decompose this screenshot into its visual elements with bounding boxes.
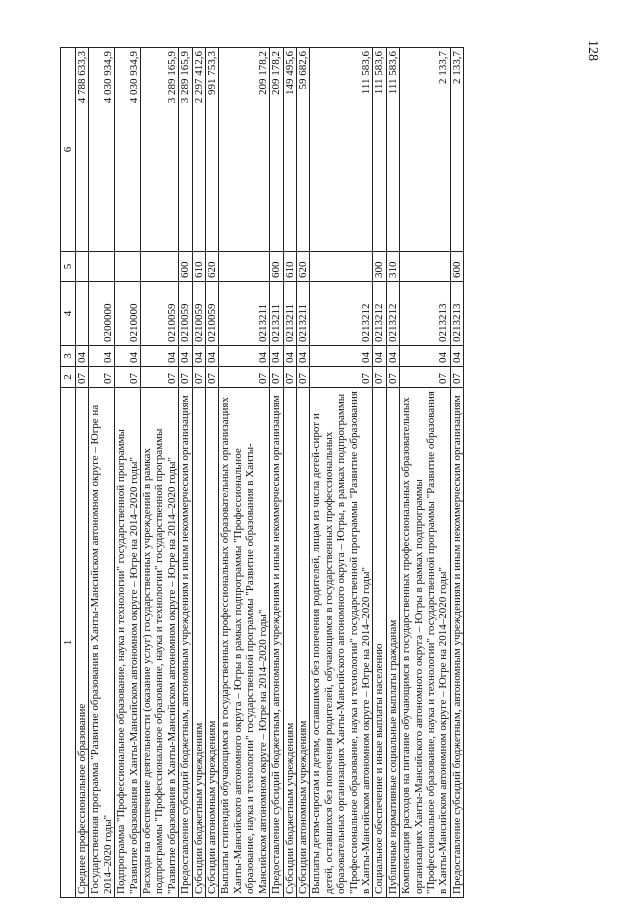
table-row bbox=[192, 48, 205, 898]
row-name-cell: Выплаты стипендий обучающимся в государственных профессиональных образовательных организациях Ханты-Мансийского автономного округа – Югры в рамках подпрограммы "Профессиональное образование, наука и технологии" государственной программы "Развитие образования в Ханты-Мансийском автономном округе – Югре на 2014–2020 годы" bbox=[219, 388, 270, 898]
row-subsection-cell: 04 bbox=[450, 346, 463, 367]
row-expense-type-cell: 620 bbox=[206, 252, 219, 282]
row-expense-type-cell: 600 bbox=[179, 252, 192, 282]
row-expense-type-cell: 610 bbox=[283, 252, 296, 282]
row-section-cell: 07 bbox=[283, 367, 296, 388]
row-subsection-cell: 04 bbox=[179, 346, 192, 367]
row-name-cell: Предоставление субсидий бюджетным, автономным учреждениям и иным некоммерческим организациям bbox=[450, 388, 463, 898]
row-subsection-cell: 04 bbox=[270, 346, 283, 367]
row-amount-cell: 149 495,6 bbox=[283, 48, 296, 252]
header-cell-target-article: 4 bbox=[61, 282, 76, 346]
row-amount-cell: 4 788 633,3 bbox=[76, 48, 89, 252]
row-section-cell: 07 bbox=[179, 367, 192, 388]
row-name-cell: Расходы на обеспечение деятельности (оказание услуг) государственных учреждений в рамках подпрограммы "Профессиональное образование, наука и технологии" государственной программы "Развитие образования в Ханты-Мансийском автономном округе – Югре на 2014–2020 годы" bbox=[141, 388, 179, 898]
row-amount-cell: 3 289 165,9 bbox=[141, 48, 179, 252]
table-row bbox=[179, 48, 192, 898]
row-expense-type-cell bbox=[89, 252, 115, 282]
row-subsection-cell: 04 bbox=[373, 346, 386, 367]
row-target-article-cell: 0200000 bbox=[89, 282, 115, 346]
row-subsection-cell: 04 bbox=[141, 346, 179, 367]
row-amount-cell: 111 583,6 bbox=[373, 48, 386, 252]
row-name-cell: Среднее профессиональное образование bbox=[76, 388, 89, 898]
row-target-article-cell: 0210000 bbox=[115, 282, 141, 346]
row-amount-cell: 4 030 934,9 bbox=[89, 48, 115, 252]
row-target-article-cell bbox=[76, 282, 89, 346]
row-amount-cell: 3 289 165,9 bbox=[179, 48, 192, 252]
row-section-cell: 07 bbox=[270, 367, 283, 388]
table-row bbox=[400, 48, 451, 898]
row-subsection-cell: 04 bbox=[310, 346, 373, 367]
row-amount-cell: 209 178,2 bbox=[270, 48, 283, 252]
row-section-cell: 07 bbox=[400, 367, 451, 388]
row-name-cell: Компенсация расходов на питание обучающимся в государственных профессиональных образовательных организациях Ханты-Мансийского автономного округа – Югры в рамках подпрограммы "Профессиональное образование, наука и технологии" государственной программы "Развитие образования в Ханты-Мансийском автономном округе – Югре на 2014–2020 годы" bbox=[400, 388, 451, 898]
table-row bbox=[141, 48, 179, 898]
row-expense-type-cell bbox=[141, 252, 179, 282]
row-target-article-cell: 0213212 bbox=[386, 282, 399, 346]
row-amount-cell: 111 583,6 bbox=[386, 48, 399, 252]
row-name-cell: Субсидии бюджетным учреждениям bbox=[283, 388, 296, 898]
table-row bbox=[76, 48, 89, 898]
row-section-cell: 07 bbox=[450, 367, 463, 388]
header-cell-name: 1 bbox=[61, 388, 76, 898]
table-row bbox=[386, 48, 399, 898]
table-row bbox=[283, 48, 296, 898]
row-expense-type-cell bbox=[76, 252, 89, 282]
row-section-cell: 07 bbox=[89, 367, 115, 388]
row-expense-type-cell: 310 bbox=[386, 252, 399, 282]
table-row bbox=[373, 48, 386, 898]
row-section-cell: 07 bbox=[76, 367, 89, 388]
row-target-article-cell: 0213212 bbox=[310, 282, 373, 346]
row-name-cell: Подпрограмма "Профессиональное образование, наука и технологии" государственной программы "Развитие образования в Ханты-Мансийском автономном округе – Югре на 2014–2020 годы" bbox=[115, 388, 141, 898]
row-expense-type-cell: 600 bbox=[450, 252, 463, 282]
row-target-article-cell: 0210059 bbox=[179, 282, 192, 346]
row-amount-cell: 111 583,6 bbox=[310, 48, 373, 252]
header-cell-amount: 6 bbox=[61, 48, 76, 252]
row-subsection-cell: 04 bbox=[115, 346, 141, 367]
row-subsection-cell: 04 bbox=[400, 346, 451, 367]
row-target-article-cell: 0213211 bbox=[219, 282, 270, 346]
table-header-row bbox=[61, 48, 76, 898]
table-row bbox=[296, 48, 309, 898]
row-target-article-cell: 0210059 bbox=[141, 282, 179, 346]
row-name-cell: Публичные нормативные социальные выплаты гражданам bbox=[386, 388, 399, 898]
table-row bbox=[206, 48, 219, 898]
page-number: 128 bbox=[585, 40, 600, 61]
row-target-article-cell: 0213211 bbox=[296, 282, 309, 346]
row-name-cell: Социальное обеспечение и иные выплаты населению bbox=[373, 388, 386, 898]
table-row bbox=[219, 48, 270, 898]
row-amount-cell: 991 753,3 bbox=[206, 48, 219, 252]
row-expense-type-cell bbox=[219, 252, 270, 282]
row-section-cell: 07 bbox=[219, 367, 270, 388]
header-cell-subsection: 3 bbox=[61, 346, 76, 367]
row-amount-cell: 4 030 934,9 bbox=[115, 48, 141, 252]
row-target-article-cell: 0213212 bbox=[373, 282, 386, 346]
row-section-cell: 07 bbox=[386, 367, 399, 388]
header-cell-section: 2 bbox=[61, 367, 76, 388]
row-subsection-cell: 04 bbox=[386, 346, 399, 367]
row-expense-type-cell: 300 bbox=[373, 252, 386, 282]
table-row bbox=[115, 48, 141, 898]
row-target-article-cell: 0213211 bbox=[283, 282, 296, 346]
row-section-cell: 07 bbox=[373, 367, 386, 388]
row-name-cell: Выплаты детям-сиротам и детям, оставшимся без попечения родителей, лицам из числа детей-сирот и детей, оставшихся без попечения родителей, обучающимся в государственных профессиональных образовательных организациях Ханты-Мансийского автономного округа – Югры, в рамках подпрограммы "Профессиональное образование, наука и технологии" государственной программы "Развитие образования в Ханты-Мансийском автономном округе – Югре на 2014–2020 годы" bbox=[310, 388, 373, 898]
row-target-article-cell: 0213213 bbox=[400, 282, 451, 346]
row-subsection-cell: 04 bbox=[206, 346, 219, 367]
row-amount-cell: 2 133,7 bbox=[450, 48, 463, 252]
row-expense-type-cell: 620 bbox=[296, 252, 309, 282]
row-amount-cell: 59 682,6 bbox=[296, 48, 309, 252]
row-section-cell: 07 bbox=[115, 367, 141, 388]
budget-table bbox=[60, 47, 464, 898]
row-target-article-cell: 0213211 bbox=[270, 282, 283, 346]
row-name-cell: Субсидии автономным учреждениям bbox=[296, 388, 309, 898]
header-cell-expense-type: 5 bbox=[61, 252, 76, 282]
row-expense-type-cell bbox=[115, 252, 141, 282]
budget-table-body bbox=[61, 48, 464, 898]
row-subsection-cell: 04 bbox=[89, 346, 115, 367]
row-name-cell: Субсидии бюджетным учреждениям bbox=[192, 388, 205, 898]
rotated-page-content bbox=[60, 48, 580, 898]
row-amount-cell: 2 133,7 bbox=[400, 48, 451, 252]
table-row bbox=[270, 48, 283, 898]
row-target-article-cell: 0210059 bbox=[192, 282, 205, 346]
row-name-cell: Предоставление субсидий бюджетным, автономным учреждениям и иным некоммерческим организациям bbox=[270, 388, 283, 898]
row-name-cell: Государственная программа "Развитие образования в Ханты-Мансийском автономном округе – Югре на 2014–2020 годы" bbox=[89, 388, 115, 898]
row-section-cell: 07 bbox=[192, 367, 205, 388]
row-section-cell: 07 bbox=[296, 367, 309, 388]
row-expense-type-cell: 610 bbox=[192, 252, 205, 282]
row-subsection-cell: 04 bbox=[283, 346, 296, 367]
table-row bbox=[450, 48, 463, 898]
row-name-cell: Предоставление субсидий бюджетным, автономным учреждениям и иным некоммерческим организациям bbox=[179, 388, 192, 898]
row-expense-type-cell: 600 bbox=[270, 252, 283, 282]
row-section-cell: 07 bbox=[141, 367, 179, 388]
row-name-cell: Субсидии автономным учреждениям bbox=[206, 388, 219, 898]
row-section-cell: 07 bbox=[206, 367, 219, 388]
row-subsection-cell: 04 bbox=[76, 346, 89, 367]
row-section-cell: 07 bbox=[310, 367, 373, 388]
row-expense-type-cell bbox=[310, 252, 373, 282]
row-subsection-cell: 04 bbox=[296, 346, 309, 367]
table-row bbox=[310, 48, 373, 898]
row-target-article-cell: 0210059 bbox=[206, 282, 219, 346]
row-subsection-cell: 04 bbox=[219, 346, 270, 367]
row-target-article-cell: 0213213 bbox=[450, 282, 463, 346]
row-amount-cell: 209 178,2 bbox=[219, 48, 270, 252]
row-subsection-cell: 04 bbox=[192, 346, 205, 367]
table-row bbox=[89, 48, 115, 898]
row-amount-cell: 2 297 412,6 bbox=[192, 48, 205, 252]
row-expense-type-cell bbox=[400, 252, 451, 282]
